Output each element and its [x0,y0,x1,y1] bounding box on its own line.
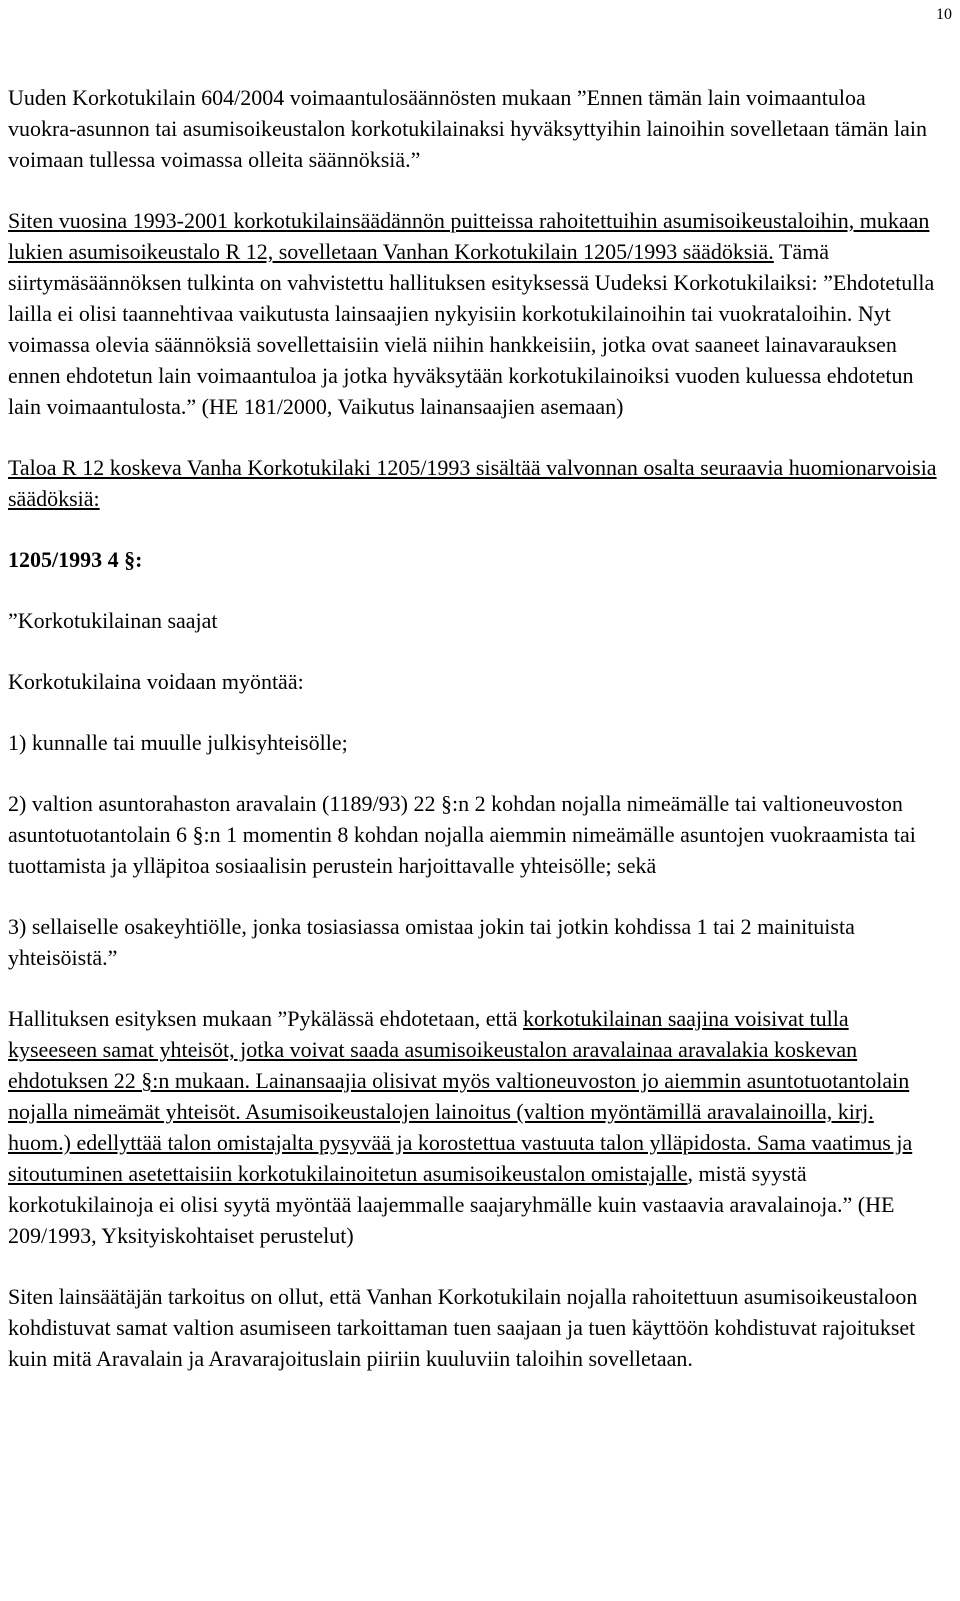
paragraph-loan-granted: Korkotukilaina voidaan myöntää: [8,669,304,694]
section-heading: 1205/1993 4 §: [8,547,143,572]
paragraph-government-proposal [8,1003,938,1251]
underlined-text: korkotukilainan saajina voisivat tulla kyseeseen samat yhteisöt, jotka voivat saada asumisoikeustalon aravalainaa aravalakia koskevan ehdotuksen 22 §:n mukaan. Lainansaajia olisivat myös valtioneuvoston jo aiemmin asuntotuotantolain nojalla nimeämät yhteisöt. Asumisoikeustalojen lainoitus (valtion myöntämillä aravalainoilla, kirj. huom.) edellyttää talon omistajalta pysyvää ja korostettua vastuuta talon ylläpidosta. Sama vaatimus ja sitoutuminen asetettaisiin korkotukilainoitetun asumisoikeustalon omistajalle [8,1006,913,1186]
paragraph-transition-provisions: Uuden Korkotukilain 604/2004 voimaantulosäännösten mukaan ”Ennen tämän lain voimaantuloa vuokra-asunnon tai asumisoikeustalon korkotukilainaksi hyväksyttyihin lainoihin sovelletaan tämän lain voimaan tullessa voimassa olleita säännöksiä.” [8,85,927,172]
list-item-2: 2) valtion asuntorahaston aravalain (1189/93) 22 §:n 2 kohdan nojalla nimeämälle tai valtioneuvoston asuntotuotantolain 6 §:n 1 momentin 8 kohdan nojalla aiemmin nimeämälle asuntojen vuokraamista tai tuottamista ja ylläpitoa sosiaalisin perustein harjoittavalle yhteisölle; sekä [8,791,916,878]
list-item-3: 3) sellaiselle osakeyhtiölle, jonka tosiasiassa omistaa jokin tai jotkin kohdissa 1 tai 2 mainituista yhteisöistä.” [8,914,855,970]
underlined-text: Siten vuosina 1993-2001 korkotukilainsäädännön puitteissa rahoitettuihin asumisoikeustaloihin, mukaan lukien asumisoikeustalo R 12, sovelletaan Vanhan Korkotukilain 1205/1993 säädöksiä. [8,208,930,264]
paragraph-r12-applicable-law [8,205,938,422]
paragraph-text: Tämä siirtymäsäännöksen tulkinta on vahvistettu hallituksen esityksessä Uudeksi Korkotukilaiksi: ”Ehdotetulla lailla ei olisi taannehtivaa vaikutusta lainsaajien nykyisiin korkotukilainoihin tai vuokrataloihin. Nyt voimassa olevia säännöksiä sovellettaisiin vielä niihin hankkeisiin, jotka ovat saaneet lainavarauksen ennen ehdotetun lain voimaantuloa ja jotka hyväksytään korkotukilainoiksi vuoden kuluessa ehdotetun lain voimaantulosta.” (HE 181/2000, Vaikutus lainansaajien asemaan) [8,239,935,419]
underlined-text: Taloa R 12 koskeva Vanha Korkotukilaki 1205/1993 sisältää valvonnan osalta seuraavia huomionarvoisia säädöksiä: [8,455,937,511]
paragraph-conclusion: Siten lainsäätäjän tarkoitus on ollut, että Vanhan Korkotukilain nojalla rahoitettuun asumisoikeustaloon kohdistuvat samat valtion asumiseen tarkoittaman tuen saajaan ja tuen käyttöön kohdistuvat rajoitukset kuin mitä Aravalain ja Aravarajoituslain piiriin kuuluviin taloihin sovelletaan. [8,1284,918,1371]
document-body [8,82,938,1374]
page-number: 10 [936,6,952,23]
list-item-1: 1) kunnalle tai muulle julkisyhteisölle; [8,730,348,755]
paragraph-supervision-intro [8,452,938,514]
paragraph-text: Hallituksen esityksen mukaan ”Pykälässä ehdotetaan, että [8,1006,524,1031]
quote-title: ”Korkotukilainan saajat [8,608,218,633]
paragraph-text: , mistä syystä korkotukilainoja ei olisi syytä myöntää laajemmalle saajaryhmälle kuin vastaavia aravalainoja.” (HE 209/1993, Yksityiskohtaiset perustelut) [8,1161,895,1248]
